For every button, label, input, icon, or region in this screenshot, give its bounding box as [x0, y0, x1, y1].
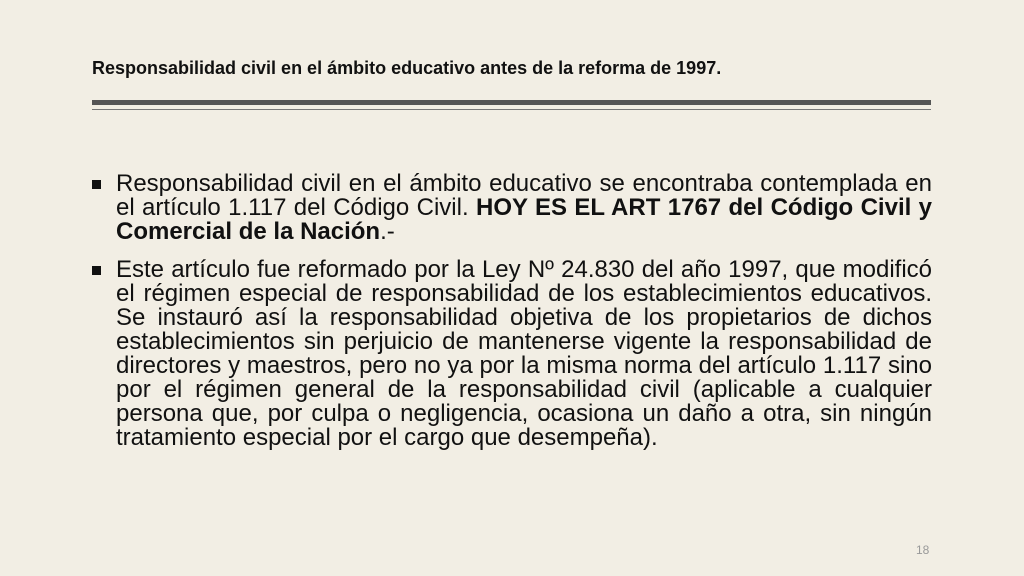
bullet-item-1: [92, 172, 932, 244]
title-divider-thin: [92, 109, 931, 110]
square-bullet-icon: [92, 266, 101, 275]
slide-body: [92, 172, 932, 464]
bullet-2-text: Este artículo fue reformado por la Ley Nº 24.830 del año 1997, que modificó el régimen especial de responsabilidad de los establecimientos educativos. Se instauró así la responsabilidad objetiva de los propietarios de dichos establecimientos sin perjuicio de mantenerse vigente la responsabilidad de directores y maestros, pero no ya por la misma norma del artículo 1.117 sino por el régimen general de la responsabilidad civil (aplicable a cualquier persona que, por culpa o negligencia, ocasiona un daño a otra, sin ningún tratamiento especial por el cargo que desempeña).: [116, 256, 932, 451]
bullet-item-2: [92, 258, 932, 450]
square-bullet-icon: [92, 180, 101, 189]
bullet-1-tail-text: .-: [380, 218, 395, 245]
title-divider-thick: [92, 100, 931, 105]
bullet-1-bold-text: HOY ES EL ART 1767 del Código Civil y Comercial de la Nación: [116, 194, 933, 245]
slide-title: Responsabilidad civil en el ámbito educativo antes de la reforma de 1997.: [92, 58, 722, 78]
page-number: 18: [916, 543, 930, 557]
bullet-1-text: Responsabilidad civil en el ámbito educativo se encontraba contemplada en el artículo 1.117 del Código Civil.: [116, 170, 932, 221]
